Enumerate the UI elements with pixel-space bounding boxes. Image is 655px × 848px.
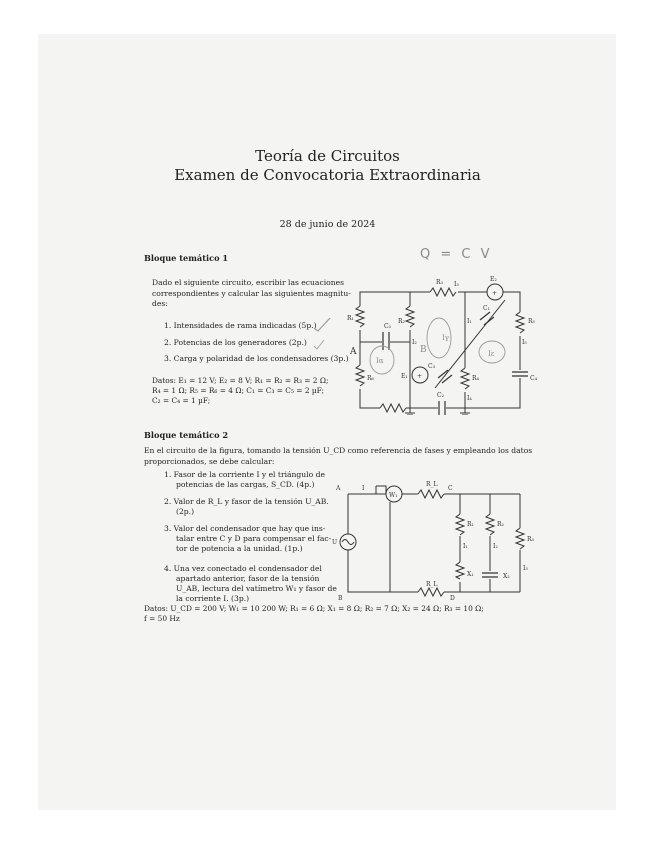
block2-item bbox=[164, 497, 339, 517]
label-r3: R₃ bbox=[527, 536, 534, 543]
block2-item-line: la corriente I. (3p.) bbox=[176, 594, 250, 603]
exam-subtitle: Examen de Convocatoria Extraordinaria bbox=[174, 166, 481, 184]
block1-data-line: R₄ = 1 Ω; R₅ = R₆ = 4 Ω; C₁ = C₃ = C₅ = 2 µF; bbox=[152, 386, 325, 395]
block1-title: Bloque temático 1 bbox=[144, 253, 229, 263]
label-node-b: B bbox=[420, 345, 427, 355]
block2-item-line: 2. Valor de R_L y fasor de la tensión U_AB. bbox=[164, 497, 329, 506]
label-node-a: A bbox=[336, 485, 341, 492]
svg-text:+: + bbox=[417, 373, 423, 380]
label-e2: E₂ bbox=[490, 276, 497, 283]
exam-title: Teoría de Circuitos bbox=[255, 147, 400, 165]
label-i1: I₁ bbox=[463, 543, 468, 550]
block1-intro bbox=[152, 278, 352, 310]
block2-intro-line: proporcionados, se debe calcular: bbox=[144, 456, 275, 466]
label-c3: C₃ bbox=[428, 363, 435, 370]
label-w1: W₁ bbox=[389, 492, 398, 499]
label-x2: X₂ bbox=[503, 573, 510, 580]
block2-item bbox=[164, 564, 339, 604]
ground-symbol bbox=[405, 408, 415, 415]
label-i2: I₂ bbox=[493, 543, 498, 550]
label-i1: I₁ bbox=[467, 318, 472, 325]
block1-data-line: C₂ = C₄ = 1 µF; bbox=[152, 396, 211, 405]
block1-intro-line: Dado el siguiente circuito, escribir las ecuaciones bbox=[152, 278, 344, 287]
label-r5: R₅ bbox=[528, 318, 535, 325]
circuit-diagram-1 bbox=[340, 270, 545, 415]
capacitor-c4 bbox=[510, 370, 530, 378]
svg-text:+: + bbox=[492, 290, 498, 297]
label-source-u: U bbox=[332, 539, 338, 546]
block2-intro-line: En el circuito de la figura, tomando la tensión U_CD como referencia de fases y empleando los datos bbox=[144, 446, 533, 455]
label-i5: I₅ bbox=[522, 339, 527, 346]
block2-item bbox=[164, 470, 339, 490]
label-i-epsilon: Iε bbox=[488, 350, 495, 358]
label-i2: I₂ bbox=[412, 339, 417, 346]
label-c1: C₁ bbox=[483, 305, 490, 312]
label-i-gamma: Iγ bbox=[442, 334, 449, 342]
label-node-b: B bbox=[338, 595, 343, 602]
label-x1: X₁ bbox=[467, 571, 474, 578]
block2-item-line: 1. Fasor de la corriente I y el triángulo de bbox=[164, 470, 325, 479]
block2-data-line: f = 50 Hz bbox=[144, 614, 180, 623]
label-node-d: D bbox=[450, 595, 455, 602]
label-c4: C₄ bbox=[530, 375, 537, 382]
label-e1: E₁ bbox=[401, 373, 408, 380]
block2-item-line: (2p.) bbox=[176, 507, 195, 516]
label-r1: R₁ bbox=[467, 521, 474, 528]
label-r2: R₂ bbox=[497, 521, 504, 528]
label-rl-bottom: R_L bbox=[426, 581, 438, 588]
block1-intro-line: correspondientes y calcular las siguientes magnitu- bbox=[152, 288, 351, 298]
block2-item-line: tor de potencia a la unidad. (1p.) bbox=[176, 544, 303, 553]
handwritten-note: Q = C V bbox=[420, 247, 493, 262]
label-r1: R₁ bbox=[347, 315, 354, 322]
label-i-alpha: Iα bbox=[376, 357, 384, 365]
block1-data-line: Datos: E₁ = 12 V; E₂ = 8 V; R₁ = R₂ = R₃ = 2 Ω; bbox=[152, 376, 329, 385]
capacitor-c2 bbox=[438, 400, 446, 415]
label-i3: I₃ bbox=[454, 281, 459, 288]
label-node-a: A bbox=[350, 347, 357, 357]
label-current-i: I bbox=[362, 485, 365, 492]
block2-intro bbox=[144, 446, 539, 467]
capacitor-x2 bbox=[480, 571, 500, 579]
handwritten-check-marks bbox=[312, 318, 338, 358]
block2-item-line: talar entre C y D para compensar el fac- bbox=[176, 534, 332, 543]
block2-item-line: apartado anterior, fasor de la tensión bbox=[176, 574, 320, 583]
label-i3: I₃ bbox=[523, 565, 528, 572]
ground-symbol bbox=[460, 408, 470, 415]
label-c2: C₂ bbox=[437, 392, 444, 399]
label-rl: R_L bbox=[426, 481, 438, 488]
block2-item bbox=[164, 524, 339, 554]
capacitor-c1 bbox=[480, 312, 494, 325]
label-r6: R₆ bbox=[367, 375, 374, 382]
block2-data bbox=[144, 604, 539, 624]
block1-item: 3. Carga y polaridad de los condensadores (3p.) bbox=[164, 354, 349, 363]
circuit-diagram-2 bbox=[330, 476, 545, 602]
block2-item-line: 3. Valor del condensador que hay que ins- bbox=[164, 524, 326, 533]
label-node-c: C bbox=[448, 485, 453, 492]
block1-item: 1. Intensidades de rama indicadas (5p.) bbox=[164, 321, 317, 330]
block1-intro-line: des: bbox=[152, 299, 168, 309]
exam-date: 28 de junio de 2024 bbox=[279, 219, 376, 230]
block2-item-line: 4. Una vez conectado el condensador del bbox=[164, 564, 322, 573]
label-r2: R₂ bbox=[398, 318, 405, 325]
block1-item: 2. Potencias de los generadores (2p.) bbox=[164, 338, 307, 347]
block1-data bbox=[152, 376, 352, 406]
label-c5: C₅ bbox=[384, 323, 391, 330]
block2-item-line: potencias de las cargas, S_CD. (4p.) bbox=[176, 480, 315, 489]
block2-data-line: Datos: U_CD = 200 V; W₁ = 10 200 W; R₁ = 6 Ω; X₁ = 8 Ω; R₂ = 7 Ω; X₂ = 24 Ω; R₃ = 10 Ω; bbox=[144, 604, 484, 613]
block2-title: Bloque temático 2 bbox=[144, 430, 229, 440]
block2-item-line: U_AB, lectura del vatímetro W₁ y fasor de bbox=[176, 584, 337, 593]
label-r3: R₃ bbox=[436, 279, 443, 286]
label-i4: I₄ bbox=[467, 395, 472, 402]
label-r4: R₄ bbox=[472, 375, 479, 382]
